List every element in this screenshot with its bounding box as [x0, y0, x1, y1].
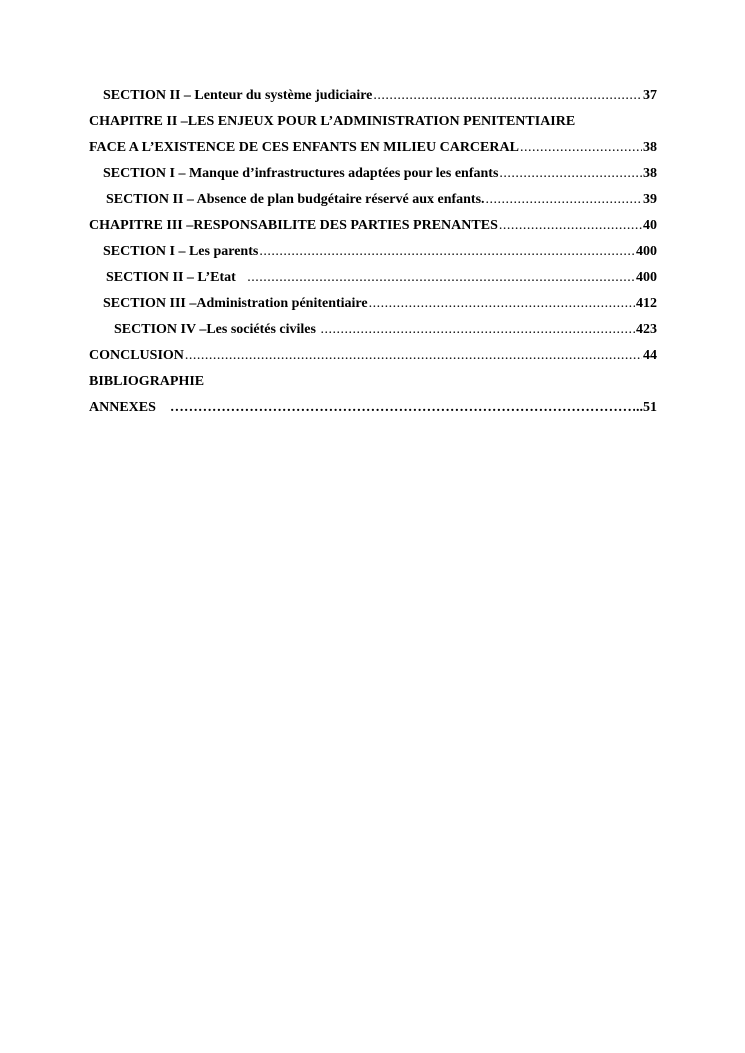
toc-entry[interactable]	[89, 140, 657, 166]
toc-entry-title: SECTION I – Les parents	[103, 244, 259, 259]
toc-entry[interactable]	[89, 270, 657, 296]
toc-entry[interactable]	[89, 374, 657, 400]
toc-leader-dots	[373, 88, 642, 104]
toc-entry-title: CHAPITRE II –LES ENJEUX POUR L’ADMINISTRATION PENITENTIAIRE	[89, 114, 576, 129]
toc-entry-page: 44	[643, 348, 657, 363]
toc-leader-dots	[486, 192, 642, 208]
toc-entry-page: 400	[636, 244, 657, 259]
toc-entry[interactable]	[89, 218, 657, 244]
toc-leader-dots	[185, 348, 642, 364]
toc-entry[interactable]	[89, 322, 657, 348]
toc-entry[interactable]	[89, 192, 657, 218]
toc-entry-title: SECTION II – Absence de plan budgétaire réservé aux enfants.	[106, 192, 485, 207]
toc-leader-dots	[170, 400, 635, 416]
toc-leader-dots	[499, 218, 642, 234]
toc-entry-page: 40	[643, 218, 657, 233]
toc-entry-page: 37	[643, 88, 657, 103]
table-of-contents	[89, 88, 657, 426]
toc-entry-title: SECTION II – L’Etat	[106, 270, 247, 285]
toc-entry[interactable]	[89, 166, 657, 192]
toc-entry-title: SECTION III –Administration pénitentiaire	[103, 296, 368, 311]
toc-leader-dots	[247, 270, 635, 286]
toc-entry[interactable]	[89, 400, 657, 426]
toc-entry-title: CONCLUSION	[89, 348, 184, 363]
toc-leader-dots	[520, 140, 642, 156]
toc-entry[interactable]	[89, 296, 657, 322]
toc-entry-title: SECTION II – Lenteur du système judiciaire	[103, 88, 373, 103]
toc-entry-title: CHAPITRE III –RESPONSABILITE DES PARTIES PRENANTES	[89, 218, 498, 233]
toc-entry[interactable]	[89, 88, 657, 114]
toc-entry-title: FACE A L’EXISTENCE DE CES ENFANTS EN MILIEU CARCERAL	[89, 140, 519, 155]
toc-entry-page: 423	[636, 322, 657, 337]
toc-entry-title: SECTION I – Manque d’infrastructures adaptées pour les enfants	[103, 166, 499, 181]
toc-entry-title: ANNEXES	[89, 400, 156, 415]
toc-leader-dots	[369, 296, 635, 312]
toc-leader-dots	[259, 244, 635, 260]
toc-leader-dots	[320, 322, 635, 338]
toc-entry-page: 400	[636, 270, 657, 285]
toc-entry[interactable]	[89, 244, 657, 270]
toc-entry-page: 39	[643, 192, 657, 207]
toc-entry-title: SECTION IV –Les sociétés civiles	[114, 322, 320, 337]
toc-entry[interactable]	[89, 114, 657, 140]
toc-entry[interactable]	[89, 348, 657, 374]
toc-entry-page: 38	[643, 166, 657, 181]
toc-leader-dots	[499, 166, 642, 182]
toc-entry-title: BIBLIOGRAPHIE	[89, 374, 205, 389]
toc-entry-page: 412	[636, 296, 657, 311]
toc-entry-page: 38	[643, 140, 657, 155]
toc-entry-page: ..51	[636, 400, 657, 415]
